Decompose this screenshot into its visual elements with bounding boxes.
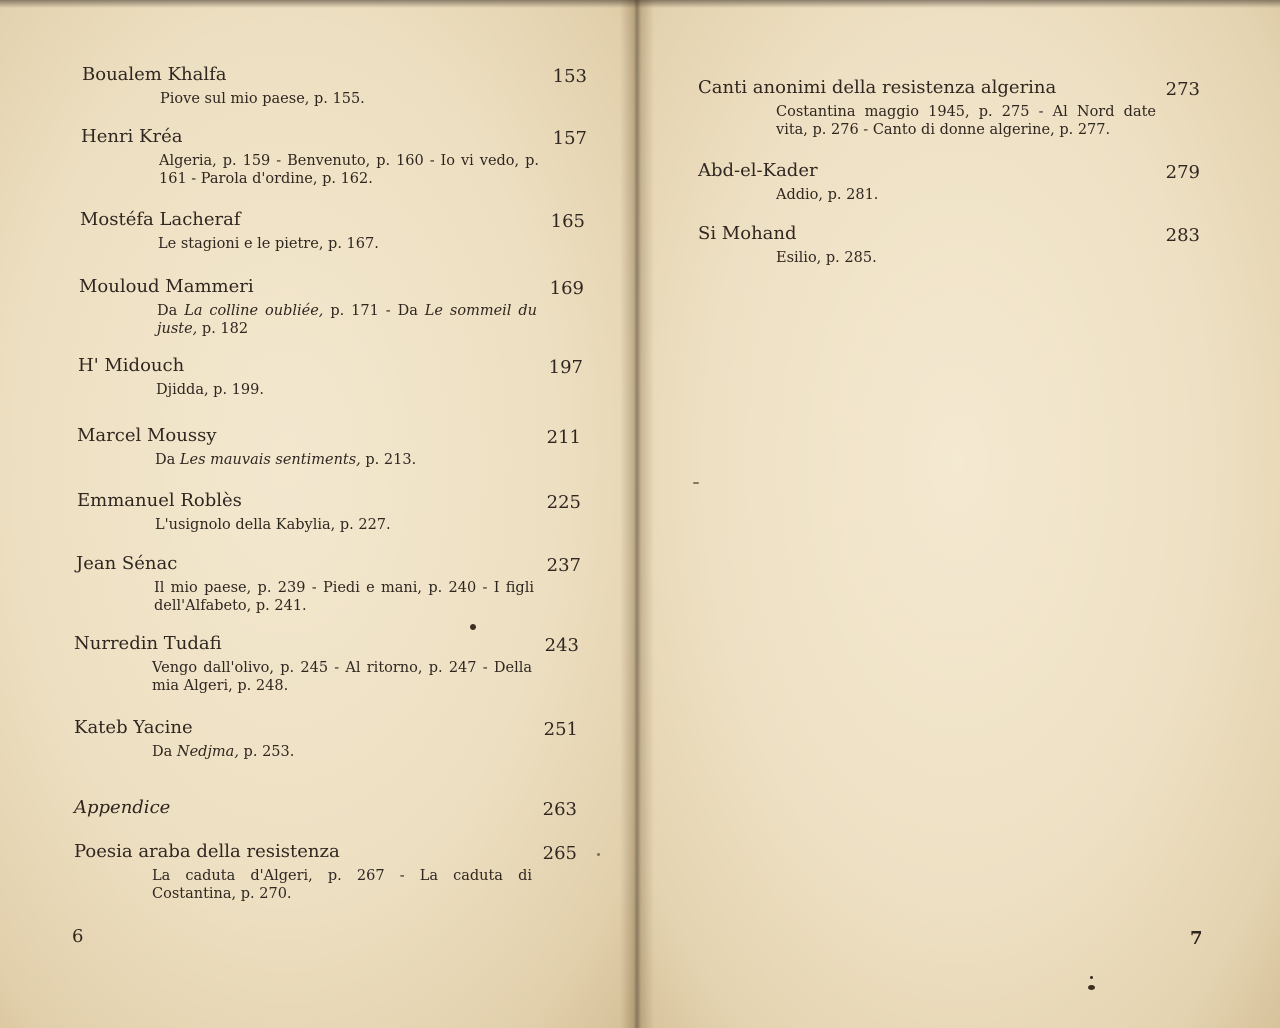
book-title: Nedjma, xyxy=(176,744,239,760)
page-number: 157 xyxy=(552,128,587,149)
page-number: 265 xyxy=(542,843,577,864)
works-text: Da xyxy=(155,452,180,468)
toc-entry-lacheraf xyxy=(80,209,585,253)
author-name: Jean Sénac xyxy=(76,553,178,574)
page-number: 165 xyxy=(550,211,585,232)
folio-left: 6 xyxy=(72,926,84,947)
works-list: La caduta d'Algeri, p. 267 - La caduta di Costantina, p. 270. xyxy=(152,868,532,902)
toc-entry-si-mohand xyxy=(698,223,1200,267)
paper-speck xyxy=(1088,985,1095,990)
section-heading: Appendice xyxy=(74,797,171,818)
author-name: Si Mohand xyxy=(698,223,797,244)
works-list: Il mio paese, p. 239 - Piedi e mani, p. 240 - I figli dell'Alfabeto, p. 241. xyxy=(154,580,534,614)
works-text: p. 213. xyxy=(360,452,417,468)
works-list: Le stagioni e le pietre, p. 167. xyxy=(158,236,379,252)
works-text: p. 253. xyxy=(238,744,295,760)
page-number: 211 xyxy=(546,427,581,448)
book-gutter xyxy=(620,0,654,1028)
folio-right: 7 xyxy=(1190,928,1203,949)
author-name: Poesia araba della resistenza xyxy=(74,841,340,862)
book-title: Le sommeil du juste, xyxy=(157,303,537,337)
works-list xyxy=(155,451,535,469)
page-number: 279 xyxy=(1165,162,1200,183)
page-number: 283 xyxy=(1165,225,1200,246)
page-number: 153 xyxy=(552,66,587,87)
works-list: Djidda, p. 199. xyxy=(156,382,264,398)
works-list xyxy=(152,743,532,761)
toc-entry-tudafi xyxy=(74,633,579,695)
works-list xyxy=(157,302,537,338)
page-number: 169 xyxy=(549,278,584,299)
page-top-shadow xyxy=(0,0,1280,8)
toc-entry-yacine xyxy=(74,717,578,761)
works-text: p. 171 - Da xyxy=(323,303,425,319)
author-name: Mostéfa Lacheraf xyxy=(80,209,241,230)
works-list: L'usignolo della Kabylia, p. 227. xyxy=(155,517,391,533)
toc-entry-khalfa xyxy=(82,64,587,108)
works-text: p. 182 xyxy=(197,321,249,337)
works-text: Da xyxy=(152,744,177,760)
author-name: Kateb Yacine xyxy=(74,717,193,738)
book-title: Les mauvais sentiments, xyxy=(179,452,361,468)
works-list: Addio, p. 281. xyxy=(776,187,879,203)
toc-entry-krea xyxy=(81,126,587,188)
paper-speck xyxy=(597,853,600,856)
works-list: Costantina maggio 1945, p. 275 - Al Nord date vita, p. 276 - Canto di donne algerine, p. 277. xyxy=(776,104,1156,138)
paper-speck xyxy=(693,482,699,484)
page-number: 237 xyxy=(546,555,581,576)
author-name: Canti anonimi della resistenza algerina xyxy=(698,77,1057,98)
left-page xyxy=(0,0,636,1028)
toc-entry-midouch xyxy=(78,355,583,399)
toc-entry-robles xyxy=(77,490,581,534)
page-number: 243 xyxy=(544,635,579,656)
works-list: Algeria, p. 159 - Benvenuto, p. 160 - Io vi vedo, p. 161 - Parola d'ordine, p. 162. xyxy=(159,153,539,187)
author-name: Emmanuel Roblès xyxy=(77,490,242,511)
toc-entry-senac xyxy=(76,553,581,615)
toc-entry-mammeri xyxy=(79,276,584,338)
book-title: La colline oubliée, xyxy=(184,303,324,319)
page-number: 197 xyxy=(548,357,583,378)
page-number: 225 xyxy=(546,492,581,513)
paper-speck xyxy=(1090,976,1093,979)
toc-entry-abd-el-kader xyxy=(698,160,1200,204)
author-name: Mouloud Mammeri xyxy=(79,276,254,297)
works-list: Vengo dall'olivo, p. 245 - Al ritorno, p. 247 - Della mia Algeri, p. 248. xyxy=(152,660,532,694)
author-name: H' Midouch xyxy=(78,355,185,376)
page-number: 251 xyxy=(543,719,578,740)
toc-entry-poesia-araba xyxy=(74,841,577,903)
page-number: 263 xyxy=(542,799,577,820)
page-number: 273 xyxy=(1165,79,1200,100)
works-list: Esilio, p. 285. xyxy=(776,250,877,266)
toc-entry-moussy xyxy=(77,425,581,469)
author-name: Boualem Khalfa xyxy=(82,64,227,85)
toc-entry-appendice xyxy=(74,797,577,819)
author-name: Henri Kréa xyxy=(81,126,183,147)
author-name: Nurredin Tudafi xyxy=(74,633,222,654)
toc-entry-canti-anonimi xyxy=(698,77,1200,139)
right-page xyxy=(636,0,1280,1028)
works-text: Da xyxy=(157,303,185,319)
author-name: Abd-el-Kader xyxy=(698,160,818,181)
author-name: Marcel Moussy xyxy=(77,425,217,446)
paper-speck xyxy=(470,624,476,630)
works-list: Piove sul mio paese, p. 155. xyxy=(160,91,365,107)
